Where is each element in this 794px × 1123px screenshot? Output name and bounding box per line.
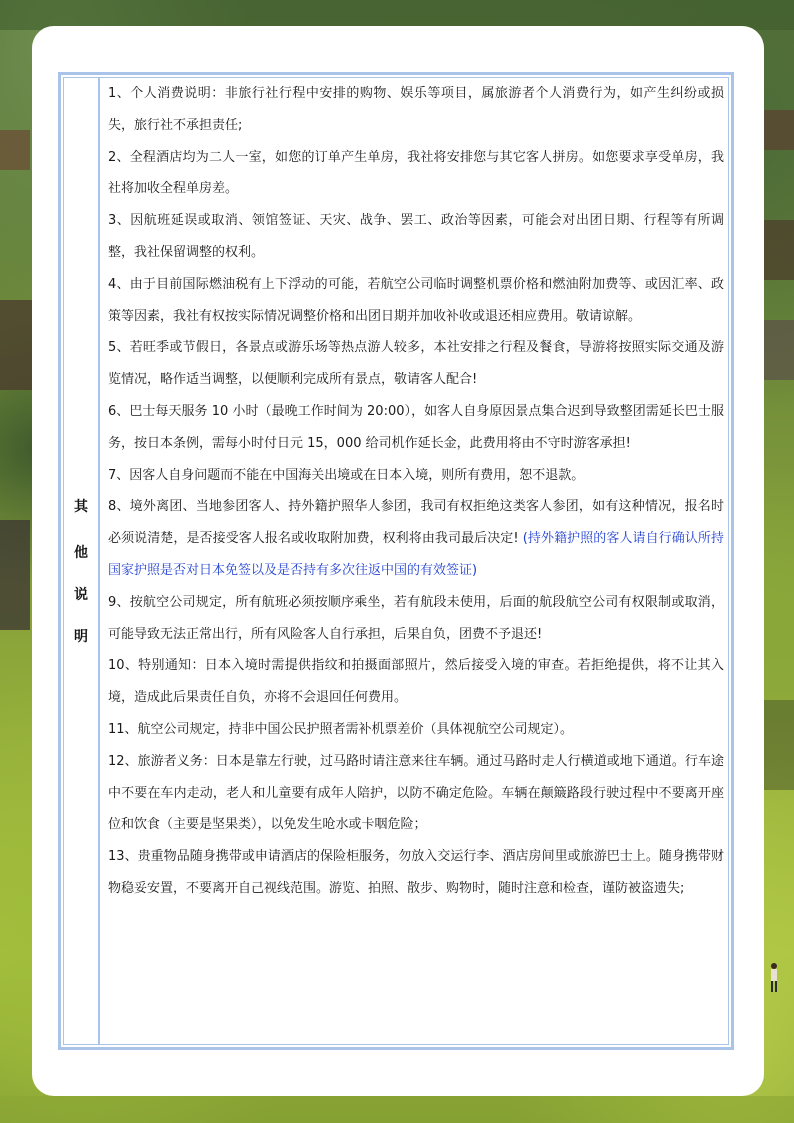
section-label-char: 他 — [74, 545, 88, 561]
note-item — [108, 491, 724, 586]
note-item: 3、因航班延误或取消、领馆签证、天灾、战争、罢工、政治等因素，可能会对出团日期、行程等有所调整，我社保留调整的权利。 — [108, 213, 724, 260]
section-label-char: 说 — [74, 587, 88, 603]
note-item: 13、贵重物品随身携带或申请酒店的保险柜服务，勿放入交运行李、酒店房间里或旅游巴士上。随身携带财物稳妥安置，不要离开自己视线范围。游览、拍照、散步、购物时，随时注意和检查，谨防被盗遗失; — [108, 849, 724, 896]
section-label-column — [64, 78, 100, 1044]
notes-card — [32, 26, 764, 1096]
note-item: 5、若旺季或节假日，各景点或游乐场等热点游人较多，本社安排之行程及餐食，导游将按照实际交通及游览情况，略作适当调整，以便顺利完成所有景点，敬请客人配合! — [108, 340, 724, 388]
notes-table — [58, 72, 734, 1050]
note-item: 4、由于目前国际燃油税有上下浮动的可能，若航空公司临时调整机票价格和燃油附加费等、或因汇率、政策等因素，我社有权按实际情况调整价格和出团日期并加收补收或退还相应费用。敬请谅解。 — [108, 276, 724, 324]
note-item: 10、特别通知：日本入境时需提供指纹和拍摄面部照片，然后接受入境的审查。若拒绝提供，将不让其入境，造成此后果责任自负，亦将不会退回任何费用。 — [108, 658, 724, 706]
note-text: 8、境外离团、当地参团客人、持外籍护照华人参团，我司有权拒绝这类客人参团，如有这种情况，报名时必须说清楚，是否接受客人报名或收取附加费，权利将由我司最后决定! — [108, 499, 724, 547]
section-label-char: 其 — [74, 499, 88, 515]
note-item: 7、因客人自身问题而不能在中国海关出境或在日本入境，则所有费用，恕不退款。 — [108, 467, 585, 483]
section-label-char: 明 — [74, 629, 88, 645]
note-item: 12、旅游者义务：日本是靠左行驶，过马路时请注意来往车辆。通过马路时走人行横道或地下通道。行车途中不要在车内走动，老人和儿童要有成年人陪护，以防不确定危险。车辆在颠簸路段行驶过程中不要离开座位和饮食（主要是坚果类），以免发生呛水或卡咽危险； — [108, 753, 724, 833]
person-figure — [768, 962, 780, 994]
note-item: 2、全程酒店均为二人一室，如您的订单产生单房，我社将安排您与其它客人拼房。如您要求享受单房，我社将加收全程单房差。 — [108, 149, 724, 197]
note-item: 9、按航空公司规定，所有航班必须按顺序乘坐，若有航段未使用，后面的航段航空公司有权限制或取消，可能导致无法正常出行，所有风险客人自行承担，后果自负，团费不予退还! — [108, 594, 724, 642]
note-item: 1、个人消费说明：非旅行社行程中安排的购物、娱乐等项目，属旅游者个人消费行为，如产生纠纷或损失，旅行社不承担责任; — [108, 86, 724, 133]
note-highlight: (持外籍护照的客人请自行确认所持国家护照是否对日本免签以及是否持有多次往返中国的有效签证) — [108, 531, 724, 578]
notes-list — [108, 78, 724, 905]
note-item: 6、巴士每天服务 10 小时（最晚工作时间为 20:00），如客人自身原因景点集合迟到导致整团需延长巴士服务，按日本条例，需每小时付日元 15，000 给司机作延长金，此费用将由不守时游客承担! — [108, 403, 724, 451]
note-item: 11、航空公司规定，持非中国公民护照者需补机票差价（具体视航空公司规定）。 — [108, 721, 574, 737]
